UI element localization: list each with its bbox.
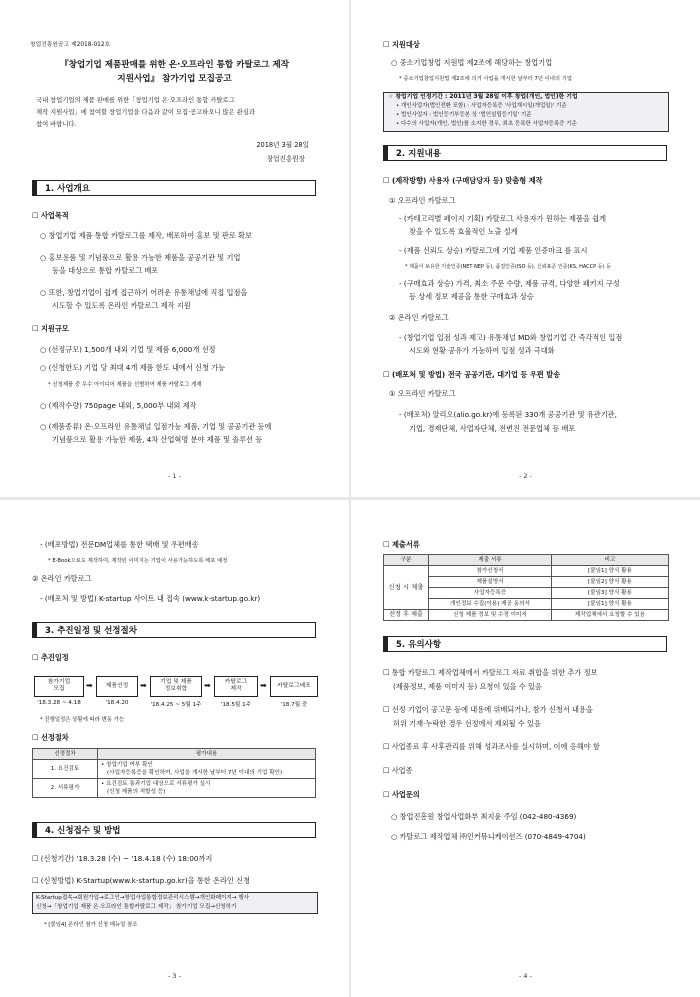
table-cell: 1. 요건검토 <box>33 760 98 779</box>
apply-period-text: (신청기간) '18.3.28 (수) ~ '18.4.18 (수) 18:00까지 <box>40 854 213 863</box>
scale-item-1: ○ (선정규모) 1,500개 내외 기업 및 제품 6,000개 선정 <box>40 345 216 354</box>
dist-item-1-text: (배포처) 알리오(alio.go.kr)에 등록된 330개 공공기관 및 유관기관, <box>403 410 617 419</box>
offline-item-3-cont: 등 상세 정보 제공을 통한 구매효과 상승 <box>409 292 534 301</box>
purpose-heading <box>32 211 69 221</box>
offline-heading: ① 오프라인 카탈로그 <box>389 196 456 205</box>
row1-line-2: (사업자등록증을 확인하여, 사업을 개시한 날부터 7년 이내의 기업 확인) <box>107 770 283 776</box>
caution-item-4 <box>383 766 413 776</box>
schedule-heading-text: 추진일정 <box>40 653 69 662</box>
page-number: - 2 - <box>519 472 532 480</box>
online-item-1-text: (창업기업 입점 성과 제고) 유통채널 MD와 창업기업 간 즉각적인 입점 <box>403 333 623 342</box>
dist-item-1: - (배포처) 알리오(alio.go.kr)에 등록된 330개 공공기관 및 유관기관, <box>399 410 617 419</box>
page-number: - 3 - <box>168 972 181 980</box>
distribution-heading <box>383 370 560 380</box>
inquiry-heading-text: 사업문의 <box>391 790 420 799</box>
flow-date-4: '18.5월 1주 <box>220 702 252 708</box>
flow-step-3-l2: 정보취합 <box>164 686 188 692</box>
table-header: 제출 서류 <box>429 555 552 566</box>
selection-heading <box>32 733 69 743</box>
inquiry-item-1: ○ 창업진흥원 창업사업화부 최지윤 주임 (042-480-4369) <box>391 812 577 821</box>
online-item-text: (배포처 및 방법) K-startup 사이트 내 접속 (www.k-startup.go.kr) <box>44 594 261 603</box>
table-cell <box>98 760 316 779</box>
caution-item-2 <box>383 705 593 715</box>
section-3-header: 3. 추진일정 및 선정절차 <box>32 622 316 638</box>
table-cell: 제품설명서 <box>429 577 552 588</box>
scale-item-2: ○ (신청한도) 기업 당 최대 4개 제품 한도 내에서 신청 가능 <box>40 363 226 372</box>
table-row <box>33 760 316 779</box>
intro-line-3: 참여 바랍니다. <box>36 121 77 128</box>
target-note: * 중소기업창업지원법 제2조에 의거 사업을 개시한 날부터 7년 이내의 기업 <box>399 76 572 82</box>
section-4-header: 4. 신청접수 및 방법 <box>32 822 316 838</box>
table-cell: 선정 후 제출 <box>384 610 429 621</box>
method-item: - (배포방법) 전문DM업체를 통한 택배 및 우편배송 <box>40 540 199 549</box>
target-heading <box>383 40 420 50</box>
inquiry-heading <box>383 790 420 800</box>
attachment-note: * [붙임4] 온라인 참가 신청 매뉴얼 참조 <box>44 922 138 928</box>
flow-step-3 <box>150 676 202 697</box>
flow-date-2: '18.4.20 <box>105 700 129 706</box>
flow-step-1-l2: 모집 <box>53 686 65 692</box>
table-cell: 참가신청서 <box>429 566 552 577</box>
checkbox-icon: ☐ <box>383 370 392 379</box>
flow-step-2-l1: 제품선정 <box>105 683 129 689</box>
scale-item-2-note: * 신청제품 중 우수 아이디어 제품을 선별하여 제품 카탈로그 게재 <box>48 382 202 388</box>
flow-step-4-l2: 제작 <box>230 686 242 692</box>
row2-line-1: • 요건검토 통과기업 대상으로 서류평가 실시 <box>101 781 211 787</box>
table-row <box>384 566 669 577</box>
inquiry-item-2: ○ 카탈로그 제작업체 ㈜인커뮤니케이션즈 (070-4849-4704) <box>391 832 586 841</box>
caution-item-1 <box>383 668 597 678</box>
flow-date-5: '18.7월 중 <box>280 702 308 708</box>
title-line-2: 지원사업』 참가기업 모집공고 <box>117 74 232 84</box>
page-number: - 4 - <box>519 972 532 980</box>
checkbox-icon: ☐ <box>383 40 392 49</box>
purpose-item-1-text: 창업기업 제품 통합 카탈로그를 제작, 배포하여 홍보 및 판로 확보 <box>48 231 252 240</box>
purpose-item-2-text: 홍보용품 및 기념품으로 활용 가능한 제품을 공공기관 및 기업 <box>48 253 241 262</box>
method-item-text: (배포방법) 전문DM업체를 통한 택배 및 우편배송 <box>44 540 199 549</box>
checkbox-icon: ☐ <box>383 540 392 549</box>
row1-line-1: • 창업기업 여부 확인 <box>101 762 153 768</box>
offline-item-2-text: (제품 신뢰도 상승) 카탈로그에 기업 제품 인증마크 를 표시 <box>403 246 588 255</box>
caution-item-2-text: 선정 기업이 공고문 등에 내용에 위배되거나, 참가 신청서 내용을 <box>391 705 593 714</box>
offline-item-1: - (카테고리별 페이지 기획) 카탈로그 사용자가 원하는 제품을 쉽게 <box>399 214 607 223</box>
page-number: - 1 - <box>168 472 181 480</box>
table-cell: 신청 시 제출 <box>384 566 429 610</box>
production-heading-text: (제작방향) 사용자 (구매담당자 등) 맞춤형 제작 <box>391 176 543 185</box>
page-2 <box>351 0 700 497</box>
target-item-1-text: 중소기업창업 지원법 제2조에 해당하는 창업기업 <box>399 58 553 67</box>
caution-item-1-cont: (제품정보, 제품 이미지 등) 요청이 있을 수 있음 <box>393 682 542 691</box>
purpose-item-2-cont: 등을 대상으로 통합 카탈로그 배포 <box>52 266 159 275</box>
flow-step-5 <box>270 676 318 697</box>
online-heading: ② 온라인 카탈로그 <box>32 574 92 583</box>
flow-step-4-l1: 카탈로그 <box>224 679 248 685</box>
checkbox-icon: ☐ <box>32 854 41 863</box>
table-header-row <box>384 555 669 566</box>
purpose-item-3: ○ 또한, 창업기업이 쉽게 접근하기 어려운 유통채널에 직접 입점을 <box>40 288 248 297</box>
purpose-heading-text: 사업목적 <box>40 211 69 220</box>
eligibility-line-2: • 개인사업자(법인전환 포함) : 사업자등록증 '사업개시일(개업일)' 기준 <box>396 103 567 109</box>
purpose-item-3-cont: 시도할 수 있도록 온라인 카탈로그 제작 지원 <box>52 301 191 310</box>
offline-item-2-note: * 제품이 보유한 기술인증(NET·NEP 등), 품질인증(ISO 등), 신뢰표준 인증(KS, HACCP 등) 등 <box>405 264 611 270</box>
scale-item-1-text: (선정규모) 1,500개 내외 기업 및 제품 6,000개 선정 <box>48 345 216 354</box>
flow-step-1 <box>34 676 84 697</box>
flow-step-1-l1: 참가기업 <box>47 679 71 685</box>
purpose-item-3-text: 또한, 창업기업이 쉽게 접근하기 어려운 유통채널에 직접 입점을 <box>48 288 248 297</box>
table-row <box>384 610 669 621</box>
caution-item-4-text: 사업종 <box>391 766 413 775</box>
title-line-1: 『창업기업 제품판매를 위한 온·오프라인 통합 카탈로그 제작 <box>59 60 290 70</box>
flow-step-4 <box>214 676 258 697</box>
offline-item-2: - (제품 신뢰도 상승) 카탈로그에 기업 제품 인증마크 를 표시 <box>399 246 588 255</box>
table-header: 평가내용 <box>98 749 316 760</box>
table-cell: [붙임1] 양식 활용 <box>552 599 669 610</box>
online-item-1: - (창업기업 입점 성과 제고) 유통채널 MD와 창업기업 간 즉각적인 입점 <box>399 333 623 342</box>
purpose-item-2: ○ 홍보용품 및 기념품으로 활용 가능한 제품을 공공기관 및 기업 <box>40 253 241 262</box>
arrow-icon: ➡ <box>204 681 211 690</box>
dist-offline-heading: ① 오프라인 카탈로그 <box>389 389 456 398</box>
caution-item-2-cont: 허위 기재·누락한 경우 선정에서 제외될 수 있음 <box>393 719 541 728</box>
apply-method <box>32 876 250 886</box>
table-cell: 2. 서류평가 <box>33 779 98 798</box>
scale-item-4-text: (제품종류) 온·오프라인 유통채널 입점가능 제품, 기업 및 공공기관 등에 <box>48 422 272 431</box>
checkbox-icon: ☐ <box>383 668 392 677</box>
table-cell: [붙임2] 양식 활용 <box>552 577 669 588</box>
flow-step-5-l1: 카탈로그배포 <box>277 683 311 689</box>
eligibility-line-4: • 다수의 사업자(개인, 법인)를 소지한 경우, 최초 등록한 사업자등록증 기준 <box>396 121 577 127</box>
checkbox-icon: ☐ <box>32 876 41 885</box>
table-row <box>33 779 316 798</box>
eligibility-line-1: ☞ 창업기업 인정기간 : 2011년 3월 28일 이후 창업(개인, 법인)한 기업 <box>388 94 578 100</box>
arrow-icon: ➡ <box>86 681 93 690</box>
table-cell: 제작업체에서 요청할 수 있음 <box>552 610 669 621</box>
table-header-row <box>33 749 316 760</box>
checkbox-icon: ☐ <box>32 211 41 220</box>
schedule-heading <box>32 653 69 663</box>
offline-item-3: - (구매효과 상승) 가격, 최소 주문 수량, 제품 규격, 다양한 패키지 구성 <box>399 279 620 288</box>
documents-heading <box>383 540 420 550</box>
row2-line-2: (신청 제품의 적합성 등) <box>107 789 166 795</box>
caution-item-1-text: 통합 카탈로그 제작업체에서 카탈로그 자료 취합을 위한 추가 정보 <box>391 668 598 677</box>
online-item-1-cont: 시도와 현황 공유가 가능하여 입점 성과 극대화 <box>409 346 555 355</box>
checkbox-icon: ☐ <box>383 766 392 775</box>
doc-number: 창업진흥원공고 제2018-012호 <box>30 42 111 48</box>
flow-date-1: '18.3.28 ~ 4.18 <box>37 700 81 706</box>
scale-item-3: ○ (제작수량) 750page 내외, 5,000부 내외 제작 <box>40 401 197 410</box>
checkbox-icon: ☐ <box>32 733 41 742</box>
section-2-header: 2. 지원내용 <box>383 145 667 161</box>
arrow-icon: ➡ <box>260 681 267 690</box>
scale-heading <box>32 324 69 334</box>
scale-item-3-text: (제작수량) 750page 내외, 5,000부 내외 제작 <box>48 401 197 410</box>
distribution-heading-text: (배포처 및 방법) 전국 공공기관, 대기업 등 우편 발송 <box>391 370 561 379</box>
schedule-note: * 진행일정은 상황에 따라 변동 가능 <box>40 717 125 723</box>
offline-item-3-text: (구매효과 상승) 가격, 최소 주문 수량, 제품 규격, 다양한 패키지 구성 <box>403 279 620 288</box>
table-cell: 신청 제품 정보 및 수정 이미지 <box>429 610 552 621</box>
section-1-header: 1. 사업개요 <box>32 180 316 196</box>
flow-step-3-l1: 기업 및 제품 <box>160 679 192 685</box>
table-cell: 사업자등록증 <box>429 588 552 599</box>
flow-date-3: '18.4.25 ~ 5월 1주 <box>150 702 202 708</box>
offline-item-1-text: (카테고리별 페이지 기획) 카탈로그 사용자가 원하는 제품을 쉽게 <box>403 214 607 223</box>
online-heading: ② 온라인 카탈로그 <box>389 313 449 322</box>
purpose-item-1: ○ 창업기업 제품 통합 카탈로그를 제작, 배포하여 홍보 및 판로 확보 <box>40 231 252 240</box>
table-header: 비고 <box>552 555 669 566</box>
scale-item-4: ○ (제품종류) 온·오프라인 유통채널 입점가능 제품, 기업 및 공공기관 등에 <box>40 422 272 431</box>
issuer: 창업진흥원장 <box>266 155 305 163</box>
selection-table <box>32 748 316 798</box>
checkbox-icon: ☐ <box>32 653 41 662</box>
apply-method-text: (신청방법) K-Startup(www.k-startup.go.kr)을 통한 온라인 신청 <box>40 876 251 885</box>
page-1 <box>0 0 349 497</box>
checkbox-icon: ☐ <box>383 790 392 799</box>
inquiry-item-2-text: 카탈로그 제작업체 ㈜인커뮤니케이션즈 (070-4849-4704) <box>399 832 586 841</box>
table-header: 선정절차 <box>33 749 98 760</box>
dist-item-1-cont: 기업, 경제단체, 사업자단체, 전변진 전문업체 등 배포 <box>409 424 576 433</box>
scale-heading-text: 지원규모 <box>40 324 69 333</box>
checkbox-icon: ☐ <box>383 742 392 751</box>
eligibility-box <box>383 92 669 132</box>
table-cell: [붙임3] 양식 활용 <box>552 588 669 599</box>
checkbox-icon: ☐ <box>32 324 41 333</box>
documents-heading-text: 제출서류 <box>391 540 420 549</box>
arrow-icon: ➡ <box>140 681 147 690</box>
selection-heading-text: 선정절차 <box>40 733 69 742</box>
apply-path-box <box>32 892 318 914</box>
checkbox-icon: ☐ <box>383 176 392 185</box>
target-item-1: ○ 중소기업창업 지원법 제2조에 해당하는 창업기업 <box>391 58 553 67</box>
documents-table <box>383 554 669 621</box>
table-header: 구분 <box>384 555 429 566</box>
table-cell: [붙임1] 양식 활용 <box>552 566 669 577</box>
inquiry-item-1-text: 창업진흥원 창업사업화부 최지윤 주임 (042-480-4369) <box>399 812 577 821</box>
table-cell: 개인정보 수집(이용) 제공 동의서 <box>429 599 552 610</box>
production-heading <box>383 176 543 186</box>
apply-path-line-1: K-Startup접속→회원가입→로그인→창업사업통합정보관리시스템→개인화페이지→ 행사 <box>36 895 250 901</box>
online-item: - (배포처 및 방법) K-startup 사이트 내 접속 (www.k-startup.go.kr) <box>40 594 261 603</box>
intro-line-1: 국내 창업기업의 제품 판매를 위한「창업기업 온·오프라인 통합 카탈로그 <box>36 97 235 104</box>
apply-period <box>32 854 212 864</box>
table-cell <box>98 779 316 798</box>
offline-item-1-cont: 찾을 수 있도록 효율적인 노출 설계 <box>409 227 518 236</box>
section-5-header: 5. 유의사항 <box>383 636 667 652</box>
scale-item-4-cont: 기념품으로 활용 가능한 제품, 4차 산업혁명 분야 제품 및 솔루션 등 <box>52 435 263 444</box>
intro-line-2: 제작 지원사업」에 참여할 창업기업을 다음과 같이 모집·공고하오니 많은 관심과 <box>36 109 255 116</box>
page-3 <box>0 500 349 997</box>
page-4 <box>351 500 700 997</box>
eligibility-line-3: • 법인사업자 : 법인등기부등본 상 '법인설립등기일' 기준 <box>396 112 532 118</box>
announce-date: 2018년 3월 28일 <box>256 141 309 149</box>
scale-item-2-text: (신청한도) 기업 당 최대 4개 제품 한도 내에서 신청 가능 <box>48 363 226 372</box>
caution-item-3-text: 사업종료 후 사후관리를 위해 성과조사를 실시하며, 이에 응해야 함 <box>391 742 600 751</box>
method-note: * E-Book으로도 제작하여, 제작된 이미지는 기업이 사용가능하도록 배포 예정 <box>48 558 228 564</box>
flow-step-2 <box>96 676 138 697</box>
caution-item-3 <box>383 742 600 752</box>
target-heading-text: 지원대상 <box>391 40 420 49</box>
apply-path-line-2: 신청→「창업기업 제품 온·오프라인 통합카탈로그 제작」 참가기업 모집→신청하기 <box>36 904 237 910</box>
checkbox-icon: ☐ <box>383 705 392 714</box>
